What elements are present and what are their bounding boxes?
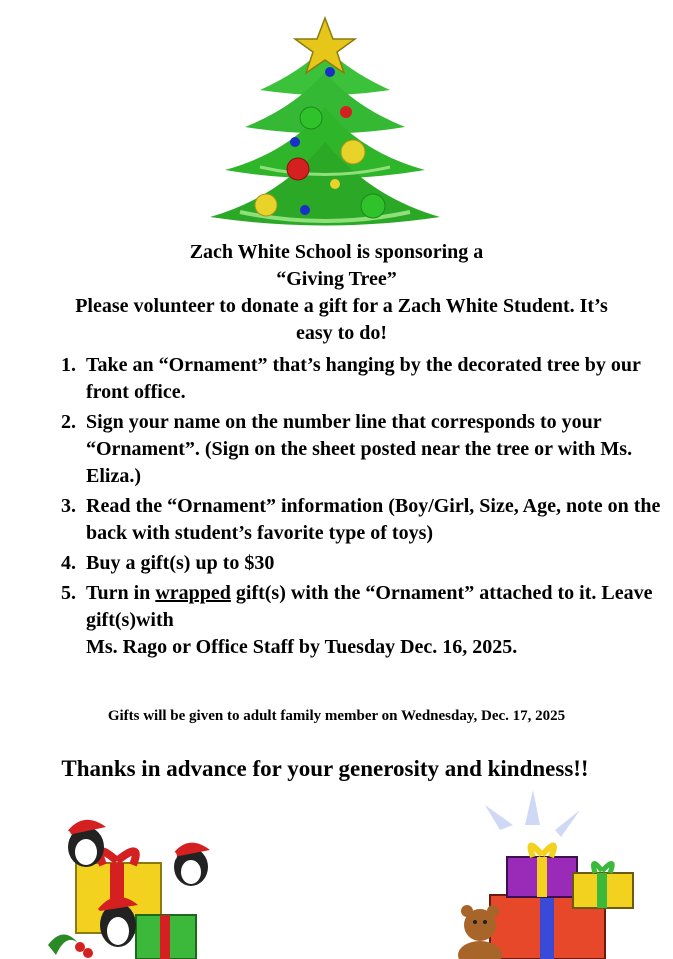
step-text: Sign your name on the number line that corresponds to your “Ornament”. (Sign on the sheet posted near the tree or with Ms. Eliza.) xyxy=(86,411,633,487)
step-text: Take an “Ornament” that’s hanging by the decorated tree by our front office. xyxy=(86,354,641,403)
header-line-1: Zach White School is sponsoring a xyxy=(189,241,484,263)
gift-date-note: Gifts will be given to adult family member on Wednesday, Dec. 17, 2025 xyxy=(107,708,566,724)
step-item xyxy=(61,580,661,661)
header xyxy=(0,239,673,347)
step-item xyxy=(61,409,661,490)
step-number: 2. xyxy=(61,411,76,433)
penguins-gifts-icon xyxy=(48,805,218,959)
thanks-message: Thanks in advance for your generosity and kindness!! xyxy=(61,756,589,781)
step-text: Buy a gift(s) up to $30 xyxy=(86,552,275,574)
step-text-line2: Ms. Rago or Office Staff by Tuesday Dec. 16, 2025. xyxy=(86,636,518,658)
christmas-tree-icon xyxy=(200,12,450,237)
gift-stack-icon xyxy=(445,785,645,959)
steps-list xyxy=(61,352,661,664)
step-item xyxy=(61,493,661,547)
step-number: 4. xyxy=(61,552,76,574)
step-item xyxy=(61,352,661,406)
step-number: 3. xyxy=(61,495,76,517)
header-line-2: “Giving Tree” xyxy=(276,268,397,290)
step-text-underlined: wrapped xyxy=(155,582,231,604)
step-number: 1. xyxy=(61,354,76,376)
step-item xyxy=(61,550,661,577)
step-text-pre: Turn in xyxy=(86,582,156,604)
step-number: 5. xyxy=(61,582,76,604)
step-text-post: gift(s) with the “Ornament” attached to it. Leave gift(s)with xyxy=(86,582,653,631)
step-text: Read the “Ornament” information (Boy/Girl, Size, Age, note on the back with student’s favorite type of toys) xyxy=(86,495,661,544)
header-intro: Please volunteer to donate a gift for a Zach White Student. It’s easy to do! xyxy=(75,295,608,344)
